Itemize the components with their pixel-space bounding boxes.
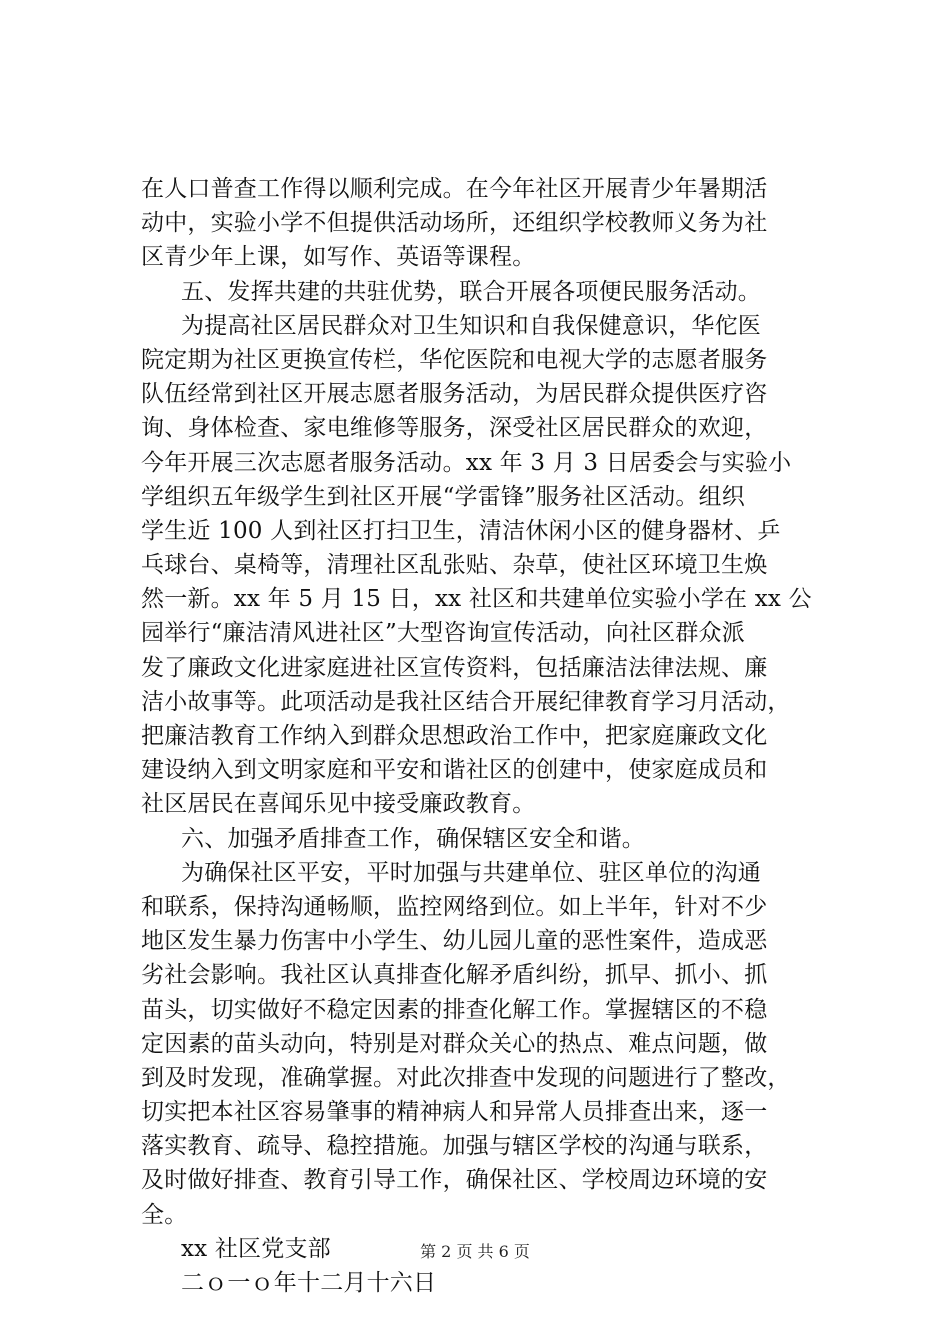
text-line: 劣社会影响。我社区认真排查化解矛盾纠纷，抓早、抓小、抓: [141, 962, 768, 989]
text-line: 到及时发现，准确掌握。对此次排查中发现的问题进行了整改，: [141, 1064, 791, 1091]
text-line: 五、发挥共建的共驻优势，联合开展各项便民服务活动。: [181, 278, 761, 305]
text-line: 今年开展三次志愿者服务活动。xx 年 3 月 3 日居委会与实验小: [141, 449, 792, 476]
text-line: 切实把本社区容易肇事的精神病人和异常人员排查出来，逐一: [141, 1099, 768, 1126]
text-line: 落实教育、疏导、稳控措施。加强与辖区学校的沟通与联系，: [141, 1133, 768, 1160]
text-line: xx 社区党支部: [181, 1235, 331, 1262]
document-body: [141, 172, 841, 1300]
text-line: 动中，实验小学不但提供活动场所，还组织学校教师义务为社: [141, 210, 768, 237]
text-line: 六、加强矛盾排查工作，确保辖区安全和谐。: [181, 825, 645, 852]
text-line: 建设纳入到文明家庭和平安和谐社区的创建中，使家庭成员和: [141, 757, 768, 784]
text-line: 队伍经常到社区开展志愿者服务活动，为居民群众提供医疗咨: [141, 381, 768, 408]
text-line: 苗头，切实做好不稳定因素的排查化解工作。掌握辖区的不稳: [141, 996, 768, 1023]
text-line: 然一新。xx 年 5 月 15 日，xx 社区和共建单位实验小学在 xx 公: [141, 586, 812, 613]
text-line: 园举行“廉洁清风进社区”大型咨询宣传活动，向社区群众派: [141, 620, 745, 647]
text-line: 社区居民在喜闻乐见中接受廉政教育。: [141, 791, 536, 818]
text-line: 学组织五年级学生到社区开展“学雷锋”服务社区活动。组织: [141, 483, 745, 510]
text-line: 乓球台、桌椅等，清理社区乱张贴、杂草，使社区环境卫生焕: [141, 552, 768, 579]
text-line: 全。: [141, 1201, 188, 1228]
text-line: 在人口普查工作得以顺利完成。在今年社区开展青少年暑期活: [141, 176, 768, 202]
text-line: 和联系，保持沟通畅顺，监控网络到位。如上半年，针对不少: [141, 893, 768, 920]
text-line: 询、身体检查、家电维修等服务，深受社区居民群众的欢迎，: [141, 415, 768, 442]
text-line: 区青少年上课，如写作、英语等课程。: [141, 244, 536, 271]
page-footer: 第 2 页 共 6 页: [420, 1242, 530, 1261]
text-line: 定因素的苗头动向，特别是对群众关心的热点、难点问题，做: [141, 1030, 768, 1057]
text-line: 院定期为社区更换宣传栏，华佗医院和电视大学的志愿者服务: [141, 346, 768, 373]
text-line: 为提高社区居民群众对卫生知识和自我保健意识，华佗医: [181, 312, 761, 339]
text-line: 学生近 100 人到社区打扫卫生，清洁休闲小区的健身器材、乒: [141, 517, 781, 544]
text-line: 及时做好排查、教育引导工作，确保社区、学校周边环境的安: [141, 1167, 768, 1194]
text-line: 为确保社区平安，平时加强与共建单位、驻区单位的沟通: [181, 859, 761, 886]
text-line: 洁小故事等。此项活动是我社区结合开展纪律教育学习月活动，: [141, 688, 791, 715]
text-line: 地区发生暴力伤害中小学生、幼儿园儿童的恶性案件，造成恶: [141, 928, 768, 955]
text-line: 二ｏ一ｏ年十二月十六日: [181, 1270, 437, 1296]
text-line: 发了廉政文化进家庭进社区宣传资料，包括廉洁法律法规、廉: [141, 654, 768, 681]
text-line: 把廉洁教育工作纳入到群众思想政治工作中，把家庭廉政文化: [141, 723, 768, 749]
